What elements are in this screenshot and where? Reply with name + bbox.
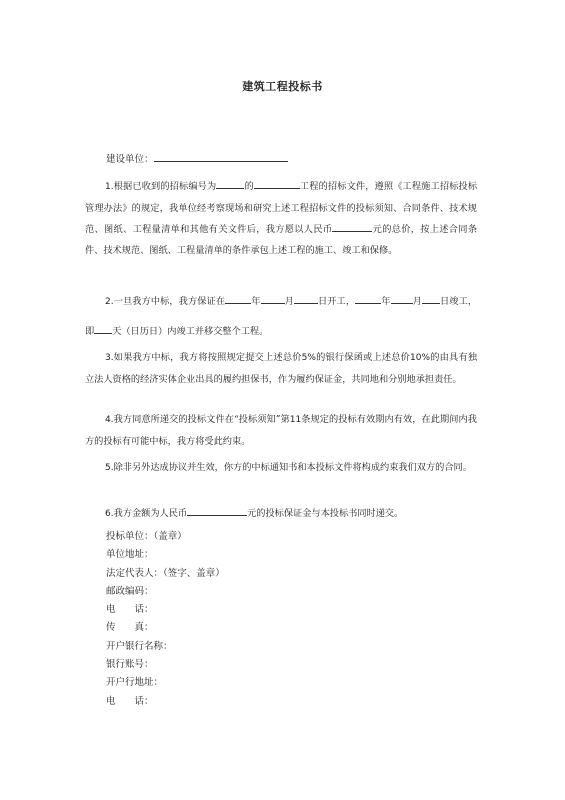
bidder-unit-line: 投标单位：（盖章） <box>106 531 187 542</box>
clause-5-number: 5. <box>105 463 114 473</box>
clause-4-text-a: 我方同意所递交的投标文件在“投标须知”第 <box>113 414 290 425</box>
clause-1-text-c: 工程的招标文件，遵照《工程施工招标投标管理办法》的规定，我单位经考察现场和研究上述工程招标文件的投标须知、合同条件、技术规范、图纸、工程量清单和其他有关文件后，我方愿以人民币 <box>85 181 478 235</box>
performance-bond-percent: 10% <box>410 353 431 363</box>
clause-4-text-b: 条规定的投标有效期内有效，在此期间内我方的投标有可能中标，我方将受此约束。 <box>85 414 477 447</box>
clause-1-text-b: 的 <box>244 181 254 192</box>
clause-4 <box>85 409 477 452</box>
telephone-line: 电 话： <box>106 604 154 616</box>
clause-3-text-b: 的银行保函或上述总价 <box>315 352 411 363</box>
telephone-line-2: 电 话： <box>106 695 154 707</box>
bank-guarantee-percent: 5% <box>301 353 316 363</box>
clause-1-text-d: 元的总价，按上述合同条件、技术规范、图纸、工程量清单的条件承包上述工程的施工、竣工和保修。 <box>85 224 478 256</box>
page-title: 建筑工程投标书 <box>242 80 323 93</box>
total-price-blank[interactable] <box>332 221 372 232</box>
clause-1 <box>85 176 477 261</box>
clause-3 <box>85 347 477 390</box>
end-year-blank[interactable] <box>355 293 381 304</box>
clause-4-article-number: 11 <box>289 415 302 425</box>
signature-block <box>106 528 225 711</box>
clause-2-text-b: 日开工， <box>317 296 356 307</box>
clause-4-number: 4. <box>105 415 114 425</box>
legal-representative-line: 法定代表人：（签字、盖章） <box>106 567 225 579</box>
clause-5 <box>85 457 477 479</box>
clause-2-number: 2. <box>105 297 114 307</box>
construction-unit-line <box>106 150 288 165</box>
fax-line: 传 真： <box>106 622 154 634</box>
clause-6 <box>85 503 477 525</box>
bank-address-line: 开户行地址： <box>106 677 164 689</box>
bid-bond-amount-blank[interactable] <box>187 505 247 516</box>
clause-2-month-label-2: 月 <box>412 296 422 307</box>
clause-2 <box>85 287 477 347</box>
clause-6-text-b: 元的投标保证金与本投标书同时递交。 <box>247 508 404 519</box>
bank-name-line: 开户银行名称： <box>106 640 173 652</box>
clause-6-text-a: 我方金额为人民币 <box>113 508 188 519</box>
clause-6-number: 6. <box>105 509 114 519</box>
clause-3-text-c: 的由具有独立法人资格的经济实体企业出具的履约担保书，作为履约保证金，共同地和分别地承担责任。 <box>85 352 478 385</box>
unit-address-line: 单位地址： <box>106 549 154 561</box>
end-day-blank[interactable] <box>422 293 440 304</box>
clause-2-text-c: 日竣工，即 <box>85 296 478 337</box>
start-day-blank[interactable] <box>294 293 318 304</box>
clause-2-year-label: 年 <box>251 296 261 307</box>
construction-unit-label: 建设单位： <box>106 154 154 165</box>
start-year-blank[interactable] <box>225 293 251 304</box>
project-name-blank[interactable] <box>254 178 300 189</box>
start-month-blank[interactable] <box>261 293 285 304</box>
clause-2-text-d: 天（日历日）内竣工并移交整个工程。 <box>112 326 269 337</box>
clause-2-text-a: 一旦我方中标，我方保证在 <box>113 296 226 307</box>
duration-days-blank[interactable] <box>94 323 112 334</box>
postal-code-line: 邮政编码： <box>106 585 154 597</box>
clause-1-text-a: 根据已收到的招标编号为 <box>113 181 217 192</box>
clause-2-year-label-2: 年 <box>381 296 391 307</box>
construction-unit-blank[interactable] <box>154 150 288 162</box>
clause-2-month-label: 月 <box>284 296 294 307</box>
clause-3-number: 3. <box>105 353 114 363</box>
clause-3-text-a: 如果我方中标，我方将按照规定提交上述总价 <box>113 352 302 363</box>
end-month-blank[interactable] <box>391 293 413 304</box>
clause-1-number: 1. <box>105 182 114 192</box>
bank-account-line: 银行账号： <box>106 659 154 671</box>
clause-5-text: 除非另外达成协议并生效，你方的中标通知书和本投标文件将构成约束我们双方的合同。 <box>113 462 472 473</box>
tender-number-blank[interactable] <box>216 178 244 189</box>
